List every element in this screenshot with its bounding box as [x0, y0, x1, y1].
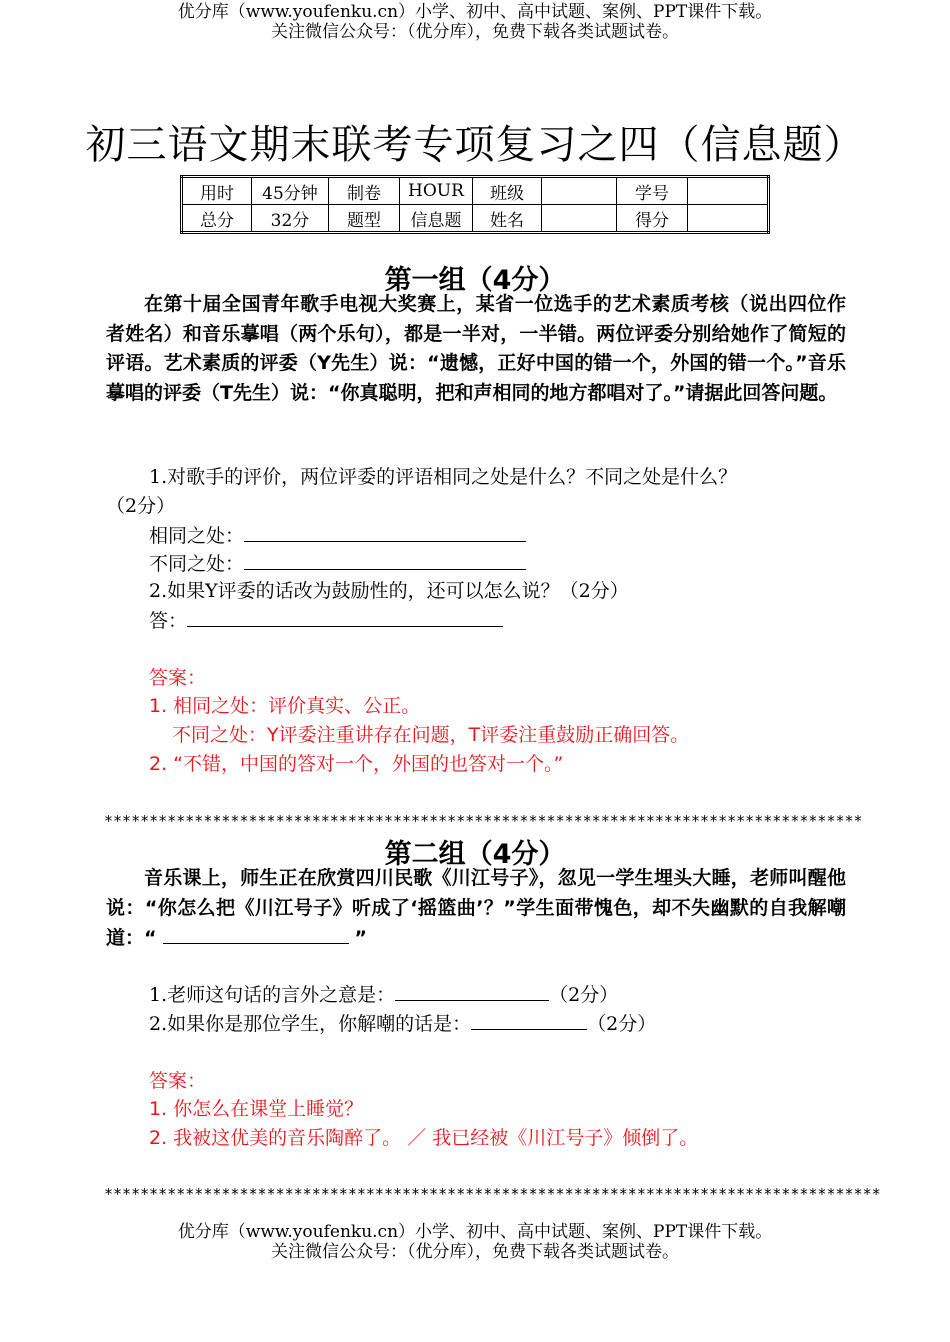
group1-passage: 在第十届全国青年歌手电视大奖赛上，某省一位选手的艺术素质考核（说出四位作者姓名）和音乐摹唱（两个乐句），都是一半对，一半错。两位评委分别给她作了简短的评语。艺术素质的评委（Y先生）说：“遗憾，正好中国的错一个，外国的错一个。”音乐摹唱的评委（T先生）说：“你真聪明，把和声相同的地方都唱对了。”请据此回答问题。 [106, 293, 846, 404]
group2-question-1-score: （2分） [549, 984, 619, 1006]
diff-answer-blank[interactable] [244, 549, 526, 570]
diff-answer-line [149, 549, 526, 578]
name-value-cell [542, 205, 617, 233]
self-mock-answer-blank[interactable] [471, 1009, 587, 1030]
info-cell: 45分钟 [252, 177, 329, 205]
group1-question-1-score: （2分） [106, 495, 176, 517]
header-line-2: 关注微信公众号：（优分库），免费下载各类试题试卷。 [271, 22, 679, 42]
info-cell: 班级 [473, 177, 542, 205]
group2-answer-1: 1. 你怎么在课堂上睡觉？ [149, 1098, 364, 1120]
info-cell: 信息题 [400, 205, 473, 233]
info-table [180, 175, 770, 234]
separator-2: ************************************************************************************** [104, 1185, 881, 1203]
group2-question-1: 1.老师这句话的言外之意是： [149, 984, 396, 1006]
q2-answer-blank[interactable] [187, 606, 503, 627]
group2-answer-title: 答案： [149, 1070, 207, 1092]
same-answer-blank[interactable] [244, 521, 526, 542]
info-cell: 学号 [617, 177, 688, 205]
group1-question-2: 2.如果Y评委的话改为鼓励性的，还可以怎么说？（2分） [149, 580, 629, 602]
footer-line-2: 关注微信公众号：（优分库），免费下载各类试题试卷。 [271, 1242, 679, 1262]
info-cell: 32分 [252, 205, 329, 233]
group1-answer-2: 2. “不错，中国的答对一个，外国的也答对一个。” [149, 753, 564, 775]
group2-passage-close: ” [354, 927, 367, 949]
group2-question-2-line [149, 1009, 656, 1038]
separator-1: ************************************************************************************ [104, 812, 863, 830]
score-value-cell [688, 205, 769, 233]
answer-label: 答： [149, 610, 188, 632]
info-cell: 题型 [329, 205, 400, 233]
diff-label: 不同之处： [149, 553, 245, 575]
class-value-cell [542, 177, 617, 205]
group2-passage [106, 864, 846, 954]
same-answer-line [149, 521, 526, 550]
page-title: 初三语文期末联考专项复习之四（信息题） [85, 122, 865, 168]
group2-answer-2: 2. 我被这优美的音乐陶醉了。 ／ 我已经被《川江号子》倾倒了。 [149, 1127, 699, 1149]
group1-answer-1: 1. 相同之处：评价真实、公正。 [149, 695, 421, 717]
q2-answer-line [149, 606, 503, 635]
same-label: 相同之处： [149, 525, 245, 547]
group2-heading: 第二组（4分） [384, 839, 566, 870]
info-cell: 制卷 [329, 177, 400, 205]
group2-question-1-line [149, 980, 618, 1009]
info-cell: 姓名 [473, 205, 542, 233]
group1-answer-1b: 不同之处：Y评委注重讲存在问题，T评委注重鼓励正确回答。 [172, 724, 690, 746]
group1-heading: 第一组（4分） [384, 265, 566, 296]
group2-passage-text: 音乐课上，师生正在欣赏四川民歌《川江号子》，忽见一学生埋头大睡，老师叫醒他说：“你怎么把《川江号子》听成了‘摇篮曲’？”学生面带愧色，却不失幽默的自我解嘲道：“ [106, 867, 846, 949]
group1-answer-title: 答案： [149, 667, 207, 689]
group2-question-2: 2.如果你是那位学生，你解嘲的话是： [149, 1013, 472, 1035]
implication-blank[interactable] [395, 980, 549, 1001]
student-id-value-cell [688, 177, 769, 205]
info-cell: HOUR [400, 177, 473, 205]
info-row [182, 177, 769, 205]
info-row [182, 205, 769, 233]
info-cell: 用时 [182, 177, 252, 205]
header-line-1: 优分库（www.youfenku.cn）小学、初中、高中试题、案例、PPT课件下载。 [177, 2, 773, 22]
info-cell: 得分 [617, 205, 688, 233]
self-mock-blank[interactable] [163, 923, 349, 944]
footer-line-1: 优分库（www.youfenku.cn）小学、初中、高中试题、案例、PPT课件下载。 [177, 1222, 773, 1242]
group2-question-2-score: （2分） [587, 1013, 657, 1035]
group1-question-1: 1.对歌手的评价，两位评委的评语相同之处是什么？不同之处是什么？ [149, 466, 738, 488]
info-cell: 总分 [182, 205, 252, 233]
